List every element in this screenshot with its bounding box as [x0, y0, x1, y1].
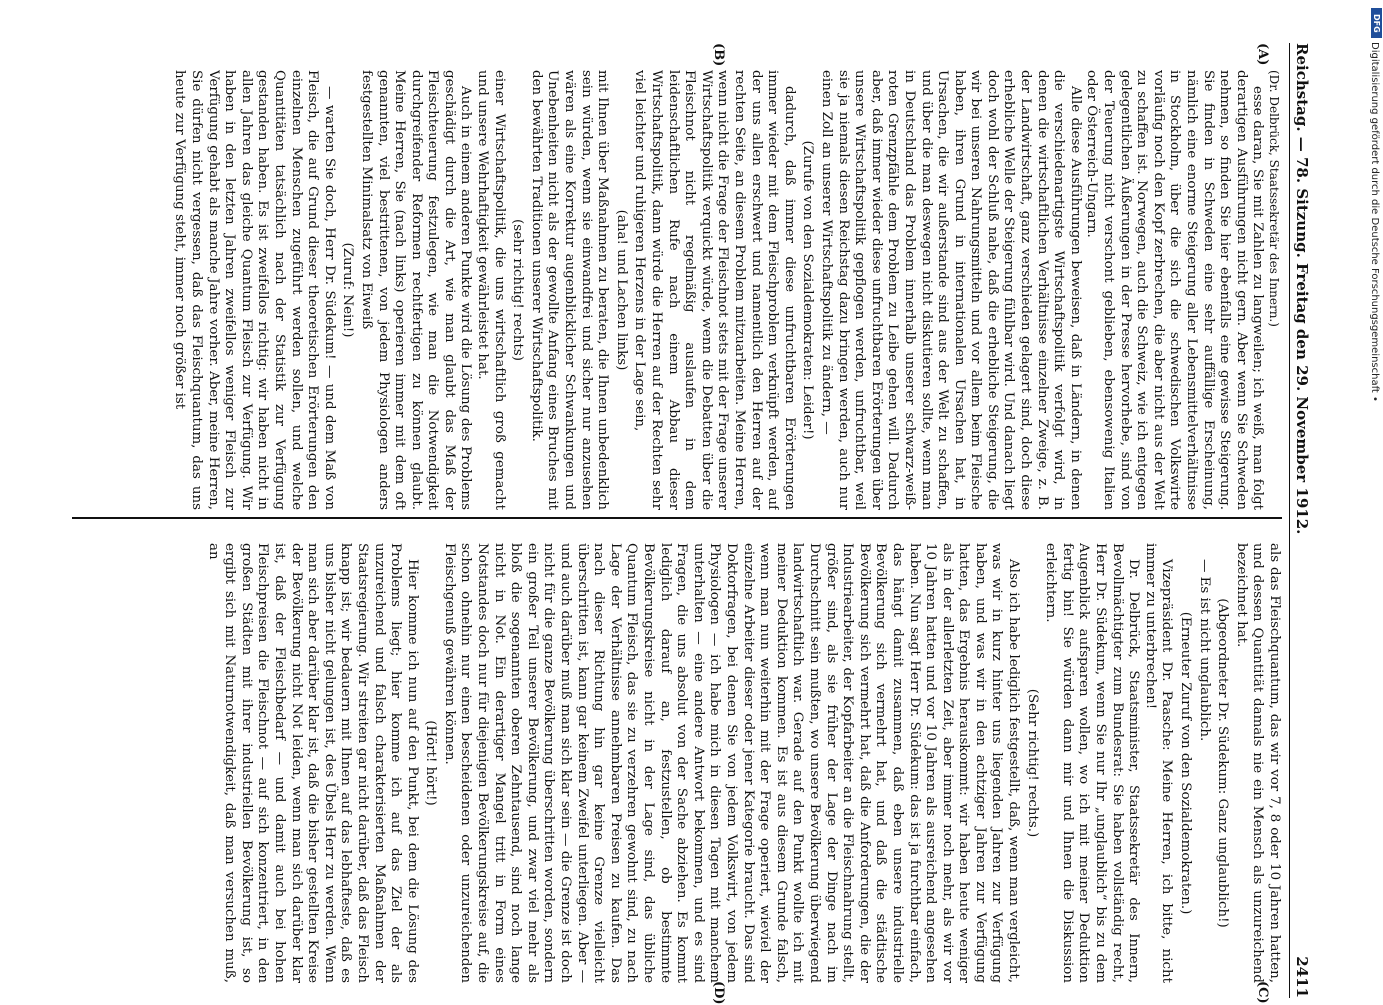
running-head: Reichstag. — 78. Sitzung. Freitag den 29. November 1912.	[1293, 43, 1311, 535]
page-header	[1289, 43, 1316, 998]
paragraph: Vizepräsident Dr. Paasche: Meine Herren, ich bitte, nicht immer zu unterbrechen!	[1142, 543, 1175, 983]
interjection: (Sehr richtig! rechts.)	[1024, 688, 1040, 838]
paragraph: einer Wirtschaftspolitik, die uns wirtschaftlich groß gemacht und unsere Wehrhaftigkeit gewährleistet hat.	[475, 70, 507, 510]
interjection: (Hört! hört!)	[423, 720, 439, 806]
paragraph: mit Ihnen über Maßnahmen zu beraten, die Ihnen unbedenklich sein würden, wenn sie einwandfrei und sicher nur anzusehen wären als eine Korrektur augenblicklicher Schwankungen und Unebenheiten nicht als der gewollte Anfang eines Bruches mit den bewährten Traditionen unserer Wirtschaftspolitik.	[528, 70, 611, 510]
margin-mark-a: (A)	[1255, 43, 1270, 66]
paragraph: Auch in einem anderen Punkte wird die Lösung des Problems geschädigt durch die Art, wie man glaubt das Maß der Fleischteuerung festzulegen, wie man die Notwendigkeit durchgreifender Reformen rechtfertigen zu können glaubt. Meine Herren, Sie (nach links) operieren immer mit dem oft genannten, viel bestrittenen, von jedem Physiologen anders festgestellten Minimalsatz von Eiweiß	[358, 70, 474, 510]
paragraph: Also ich habe lediglich festgestellt, daß, wenn man vergleicht, was wir in kurz hinter uns liegenden Jahren zur Verfügung haben, und was wir in den achtziger Jahren zur Verfügung hatten, das Ergebnis herauskommt: wir haben heute weniger als in der allerletzten Zeit, aber immer noch mehr, als wir vor 10 Jahren hatten und vor 10 Jahren als ausreichend angesehen haben. Nun sagt Herr Dr. Südekum: das ist ja furchtbar einfach, das hängt damit zusammen, daß eben unsere industrielle Bevölkerung sich vermehrt hat, und daß die städtische Bevölkerung sich vermehrt hat, daß die Anforderungen, die der Industriearbeiter, der Kopfarbeiter an die Fleischnahrung stellt, größer sind, als sie früher der Lage der Dinge nach im Durchschnitt sein mußten, wo unsere Bevölkerung überwiegend landwirtschaftlich war. Gerade auf den Punkt wollte ich mit meiner Deduktion kommen. Es ist aus diesem Grunde falsch, wenn man nun weiterhin mit der Frage operiert, wieviel der einzelne Arbeiter dieser oder jener Kategorie braucht. Das sind Doktorfragen, bei denen Sie von jedem Volkswirt, von jedem Physiologen — ich habe mich in diesen Tagen mit manchem unterhalten — eine andere Antwort bekommen, und es sind Fragen, die uns absolut von der Sache abziehen. Es kommt lediglich darauf an, festzustellen, ob bestimmte Bevölkerungskreise nicht in der Lage sind, das übliche Quantum Fleisch, das sie zu verzehren gewohnt sind, zu nach Lage der Verhältnisse annehmbaren Preisen zu kaufen. Das nach dieser Richtung hin gar keine Grenze vielleicht überschritten ist, kann gar keinem Zweifel unterliegen. Aber — und auch darüber muß man sich klar sein — die Grenze ist doch nicht für die ganze Bevölkerung überschritten worden, sondern ein großer Teil unserer Bevölkerung, und zwar viel mehr als bloß die sogenannten oberen Zehntausend, sind noch lange nicht in Not. Ein derartiger Mangel tritt in Form eines Notstandes doch nur für diejenigen Bevölkerungskreise auf, die schon ohnehin nur einen bescheidenen oder unzureichenden Fleischgenuß gewähren können.	[441, 543, 1022, 983]
dfg-logo-icon: DFG	[1371, 8, 1382, 38]
paragraph: als das Fleischquantum, das wir vor 7, 8 oder 10 Jahren hatten, und dessen Quantität damals nie ein Mensch als unzureichend bezeichnet hat.	[1233, 543, 1282, 983]
paragraph: — warten Sie doch, Herr Dr. Südekum! — und dem Maß von Fleisch, die auf Grund dieser theoretischen Erörterungen den einzelnen Menschen zugeführt werden sollen, und welche Quantitäten tatsächlich nach der Statistik zur Verfügung gestanden haben. Es ist zweifellos richtig: wir haben nicht in allen Jahren das gleiche Quantum Fleisch zur Verfügung. Wir haben in den letzten Jahren zweifellos weniger Fleisch zur Verfügung gehabt als manche Jahre vorher. Aber, meine Herren, Sie dürfen nicht vergessen, daß das Fleischquantum, das uns heute zur Verfügung steht, immer noch größer ist	[172, 70, 337, 510]
text-columns	[67, 43, 1282, 998]
interjection: (aha! und Lachen links)	[613, 209, 629, 371]
paragraph: — Es ist nicht unglaublich.	[1196, 559, 1212, 742]
margin-mark-b: (B)	[711, 43, 726, 67]
margin-mark-c: (C)	[1255, 981, 1270, 1004]
interjection: (Zurufe von den Sozialdemokraten: Leider!)	[800, 140, 816, 440]
paragraph: Dr. Delbrück, Staatsminister, Staatssekretär des Innern, Bevollmächtigter zum Bundesrat: Sie haben vollständig recht, Herr Dr. Südekum, wenn Sie nur Ihr „unglaublich“ bis zu dem Augenblick aufsparen wollen, wo ich mit meiner Deduktion fertig bin! Sie würden dann mir und Ihnen die Diskussion erleichtern.	[1043, 543, 1142, 983]
column-divider	[72, 517, 1282, 519]
interjection: (Abgeordneter Dr. Südekum: Ganz unglaublich!)	[1215, 598, 1231, 928]
page-number: 2411	[1293, 956, 1311, 998]
paragraph: esse daran, Sie mit Zahlen zu langweilen; ich weiß, man folgt derartigen Ausführungen nicht gern. Aber wenn Sie Schweden nehmen, so finden Sie hier ebenfalls eine gewisse Steigerung. Sie finden in Schweden eine sehr auffällige Erscheinung, nämlich eine enorme Steigerung aller Lebensmittelverhältnisse in Stockholm, über die sich die schwedischen Volkswirte vorläufig noch den Kopf zerbrechen, die aber nicht aus der Welt zu schaffen ist. Norwegen, auch die Schweiz, wie ich entgegen gelegentlichen Äußerungen in der Presse hervorhebe, sind von der Teuerung nicht verschont geblieben, ebensowenig Italien oder Österreich-Ungarn.	[1084, 70, 1266, 510]
newspaper-page	[61, 43, 1316, 1005]
interjection: (sehr richtig! rechts)	[510, 219, 526, 361]
interjection: (Zuruf: Nein!)	[340, 242, 356, 338]
paragraph: dadurch, daß immer diese unfruchtbaren Erörterungen immer wieder mit dem Fleischproblem verknüpft werden, auf der uns allen erschwert und namentlich den Herren auf der rechten Seite, an diesem Problem mitzuarbeiten. Meine Herren, wenn nicht die Frage der Fleischnot stets mit der Frage unserer Wirtschaftspolitik verquickt würde, wenn die Debatten über die Fleischnot nicht regelmäßig auslaufen in dem leidenschaftlichen Rufe nach einem Abbau dieser Wirtschaftspolitik, dann würde die Herren auf der Rechten sehr viel leichter und ruhigeren Herzens in der Lage sein,	[632, 70, 797, 510]
left-column	[67, 70, 1282, 510]
speaker-tag: (Dr. Delbrück, Staatssekretär des Innern.)	[1267, 70, 1281, 327]
paragraph: Alle diese Ausführungen beweisen, daß in Ländern, in denen die verschiedenartigste Wirtschaftspolitik verfolgt wird, in denen die wirtschaftlichen Verhältnisse einzelner Zweige, z. B. der Landwirtschaft, ganz verschieden gelagert sind, doch diese erhebliche Welle der Steigerung fühlbar wird. Und danach liegt doch wohl der Schluß nahe, daß die erhebliche Steigerung, die wir bei unseren Nahrungsmitteln und vor allem beim Fleische haben, ihren Grund in internationalen Ursachen hat, in Ursachen, die wir außerstande sind aus der Welt zu schaffen, und über die man deswegen nicht diskutieren sollte, wenn man in Deutschland das Problem innerhalb unserer schwarz-weiß-roten Grenzpfähle dem Problem zu Leibe gehen will. Dadurch aber, daß immer wieder diese unfruchtbaren Erörterungen über unsere Wirtschaftspolitik gepflogen werden, unfruchtbar, weil sie ja niemals diesen Reichstag dazu bringen werden, auch nur einen Zoll an unserer Wirtschaftspolitik zu ändern, —	[818, 70, 1083, 510]
right-column	[67, 543, 1282, 983]
digitization-credit: Digitalisierung gefördert durch die Deutsche Forschungsgemeinschaft •	[1369, 42, 1380, 402]
interjection: (Erneuter Zuruf von den Sozialdemokraten.)	[1178, 611, 1194, 915]
margin-mark-d: (D)	[711, 981, 726, 1005]
paragraph: Hier komme ich nun auf den Punkt, bei dem die Lösung des Problems liegt; hier komme ich auf das Ziel der als unzureichend und falsch charakterisierten Maßnahmen der Staatsregierung. Wir streiten gar nicht darüber, daß das Fleisch knapp ist; wir bedauern mit Ihnen auf das lebhafteste, daß es uns bisher nicht gelungen ist, des Übels Herr zu werden. Wenn man sich aber darüber klar ist, daß die bisher gestellten Kreise der Bevölkerung nicht Not leiden, wenn man sich darüber klar ist, daß der Fleischbedarf — und damit auch bei hohen Fleischpreisen die Fleischnot — auf sich konzentriert, in den großen Städten mit ihrer industriellen Bevölkerung ist, so ergibt sich mit Naturnotwendigkeit, daß man versuchen muß, an	[205, 543, 420, 983]
